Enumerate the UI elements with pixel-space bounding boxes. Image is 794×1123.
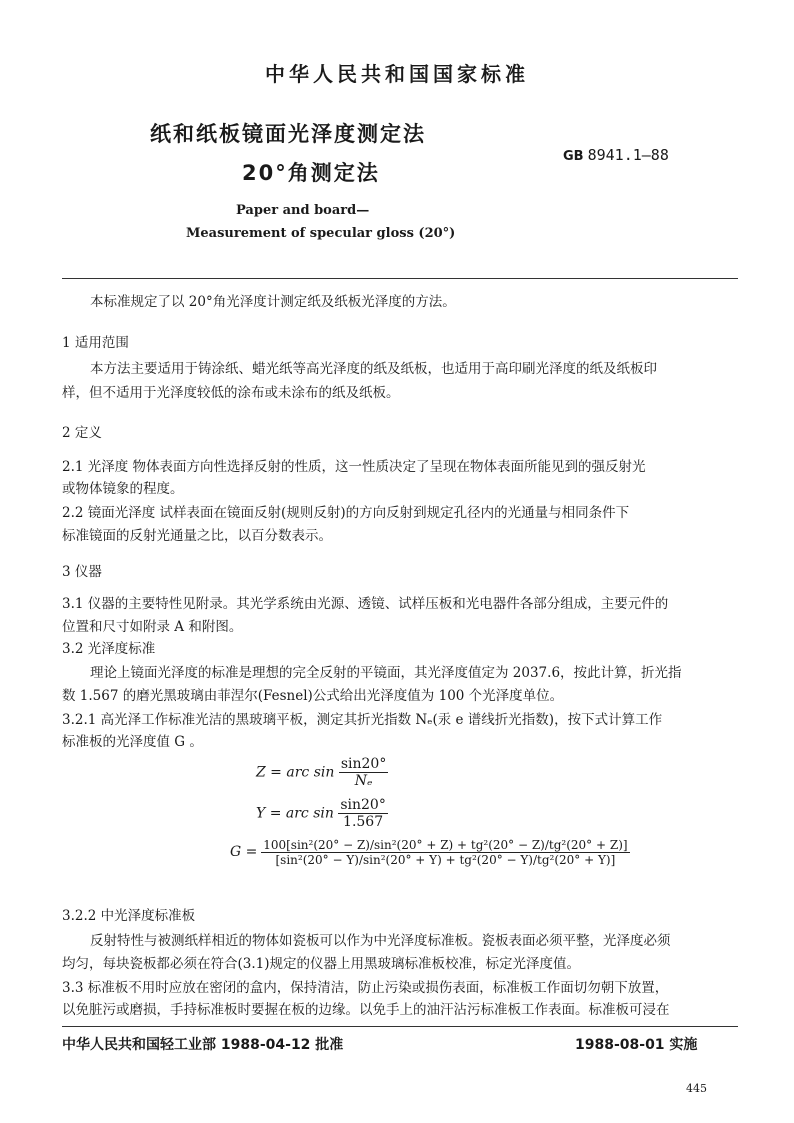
standard-title-line2: 20°角测定法 (242, 161, 380, 185)
section-3-2-2-line1: 反射特性与被测纸样相近的物体如瓷板可以作为中光泽度标准板。瓷板表面必须平整，光泽度必须 (90, 933, 671, 949)
section-1-title: 1 适用范围 (62, 335, 129, 351)
intro-paragraph: 本标准规定了以 20°角光泽度计测定纸及纸板光泽度的方法。 (90, 294, 456, 310)
section-3-1-line2: 位置和尺寸如附录 A 和附图。 (62, 619, 243, 635)
top-divider (62, 278, 738, 279)
section-3-3-line2: 以免脏污或磨损，手持标准板时要握在板的边缘。以免手上的油汗沾污标准板工作表面。标准板可浸在 (62, 1002, 670, 1018)
formula-g (230, 838, 630, 867)
section-1-line1: 本方法主要适用于铸涂纸、蜡光纸等高光泽度的纸及纸板，也适用于高印刷光泽度的纸及纸板印 (90, 361, 657, 377)
standard-code: GB (563, 149, 584, 164)
formula-z-numerator: sin20° (340, 756, 387, 772)
section-2-2-line2: 标准镜面的反射光通量之比，以百分数表示。 (62, 528, 332, 544)
section-3-title: 3 仪器 (62, 564, 102, 580)
standard-title-line1: 纸和纸板镜面光泽度测定法 (150, 122, 426, 146)
english-title-line1: Paper and board— (236, 203, 370, 218)
section-3-2-line2: 数 1.567 的磨光黑玻璃由菲涅尔(Fesnel)公式给出光泽度值为 100 个光泽度单位。 (62, 688, 564, 704)
formula-y-numerator: sin20° (340, 797, 386, 813)
formula-y-lhs: Y = arc sin (256, 805, 334, 822)
formula-z (256, 756, 388, 789)
implementation-date: 1988-08-01 实施 (575, 1037, 698, 1053)
formula-y-denominator: 1.567 (343, 814, 384, 830)
section-3-1-line1: 3.1 仪器的主要特性见附录。其光学系统由光源、透镜、试样压板和光电器件各部分组成，主要元件的 (62, 596, 669, 612)
formula-z-denominator: Nₑ (354, 773, 373, 789)
section-3-2-line1: 理论上镜面光泽度的标准是理想的完全反射的平镜面，其光泽度值定为 2037.6，按此计算，折光指 (90, 665, 682, 681)
formula-z-fraction (339, 756, 389, 789)
standard-number (563, 146, 669, 164)
formula-g-denominator: [sin²(20° − Y)/sin²(20° + Y) + tg²(20° − Y)/tg²(20° + Y)] (275, 853, 616, 867)
formula-g-fraction (261, 838, 629, 867)
section-1-line2: 样，但不适用于光泽度较低的涂布或未涂布的纸及纸板。 (62, 385, 400, 401)
section-3-3-line1: 3.3 标准板不用时应放在密闭的盒内，保持清洁，防止污染或损伤表面，标准板工作面切勿朝下放置， (62, 980, 669, 996)
section-2-2-line1: 2.2 镜面光泽度 试样表面在镜面反射(规则反射)的方向反射到规定孔径内的光通量与相同条件下 (62, 505, 630, 521)
standard-number-value: 8941.1—88 (587, 146, 669, 164)
english-title-line2: Measurement of specular gloss (20°) (186, 226, 456, 241)
formula-y-fraction (338, 797, 388, 830)
approval-note: 中华人民共和国轻工业部 1988-04-12 批准 (62, 1037, 344, 1053)
section-3-2-title: 3.2 光泽度标准 (62, 641, 156, 657)
section-3-2-1-line1: 3.2.1 高光泽工作标准光洁的黑玻璃平板，测定其折光指数 Nₑ(汞 e 谱线折光指数)，按下式计算工作 (62, 712, 663, 728)
section-2-title: 2 定义 (62, 425, 102, 441)
bottom-divider (62, 1026, 738, 1027)
formula-g-numerator: 100[sin²(20° − Z)/sin²(20° + Z) + tg²(20° − Z)/tg²(20° + Z)] (263, 838, 628, 852)
page-number: 445 (686, 1082, 707, 1095)
section-3-2-2-title: 3.2.2 中光泽度标准板 (62, 908, 196, 924)
formula-g-lhs: G = (230, 844, 258, 860)
national-standard-header: 中华人民共和国国家标准 (265, 62, 529, 86)
section-3-2-1-line2: 标准板的光泽度值 G 。 (62, 734, 203, 750)
formula-y (256, 797, 388, 830)
formula-z-lhs: Z = arc sin (256, 764, 335, 781)
section-2-1-line2: 或物体镜象的程度。 (62, 481, 184, 497)
section-3-2-2-line2: 均匀，每块瓷板都必须在符合(3.1)规定的仪器上用黑玻璃标准板校准，标定光泽度值。 (62, 956, 581, 972)
section-2-1-line1: 2.1 光泽度 物体表面方向性选择反射的性质，这一性质决定了呈现在物体表面所能见到的强反射光 (62, 459, 646, 475)
